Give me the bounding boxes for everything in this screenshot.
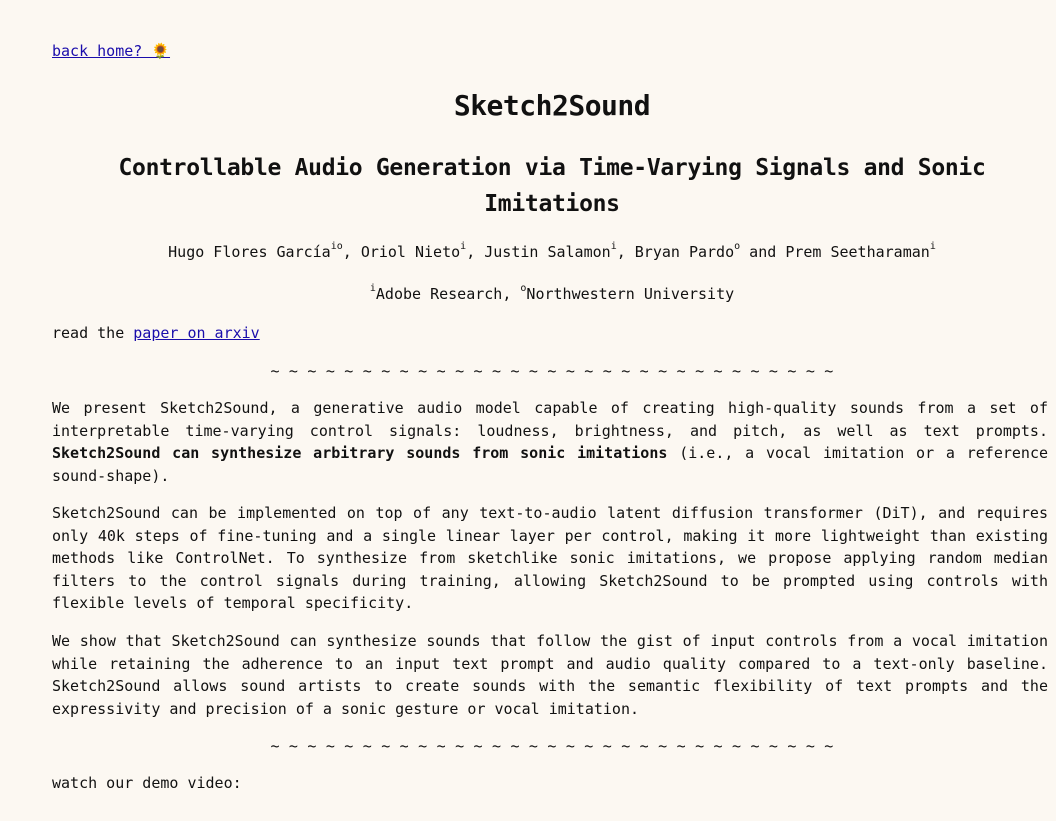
author-name: Prem Seetharaman xyxy=(785,243,930,261)
author-affiliation-mark: i xyxy=(460,241,467,252)
back-home-link[interactable]: back home? 🌻 xyxy=(52,42,171,60)
author-separator: and xyxy=(740,243,786,261)
affiliation-mark: o xyxy=(520,283,527,294)
demo-video-label: watch our demo video: xyxy=(52,774,242,792)
abstract-p1-text: We present Sketch2Sound, a generative audio model capable of creating high-quality sounds from a set of interpretable time-varying control signals: loudness, brightness, and pitch, as well as text prompts. xyxy=(52,399,1048,440)
abstract-p1-tail: (i.e., a vocal imitation or a reference sound-shape). xyxy=(52,444,1049,485)
arxiv-paper-link[interactable]: paper on arxiv xyxy=(133,324,260,342)
author-name: Justin Salamon xyxy=(484,243,611,261)
author-affiliation-mark: i xyxy=(929,241,936,252)
author-affiliation-mark: i xyxy=(610,241,617,252)
tilde-divider: ~ ~ ~ ~ ~ ~ ~ ~ ~ ~ ~ ~ ~ ~ ~ ~ ~ ~ ~ ~ ~ ~ ~ ~ ~ ~ ~ ~ ~ ~ ~ xyxy=(270,362,834,380)
author-separator: , xyxy=(466,243,485,261)
abstract-p1-bold: Sketch2Sound can synthesize arbitrary sounds from sonic imitations xyxy=(52,444,668,462)
author-list xyxy=(52,240,1052,264)
affiliation-name: Adobe Research xyxy=(375,285,503,303)
author-affiliation-mark: o xyxy=(734,241,741,252)
author-separator: , xyxy=(342,243,361,261)
author-name: Bryan Pardo xyxy=(634,243,735,261)
abstract-paragraph-3: We show that Sketch2Sound can synthesize sounds that follow the gist of input controls from a vocal imitation while retaining the adherence to an input text prompt and audio quality compared to a text-only baseline. Sketch2Sound allows sound artists to create sounds with the semantic flexibility of text prompts and the expressivity and precision of a sonic gesture or vocal imitation. xyxy=(52,632,1048,718)
author-separator: , xyxy=(616,243,635,261)
author-affiliation-mark: io xyxy=(330,241,343,252)
affiliation-separator: , xyxy=(502,285,521,303)
author-name: Oriol Nieto xyxy=(360,243,461,261)
author-name: Hugo Flores García xyxy=(168,243,331,261)
read-prefix: read the xyxy=(52,324,134,342)
abstract-paragraph-2: Sketch2Sound can be implemented on top of any text-to-audio latent diffusion transformer (DiT), and requires only 40k steps of fine-tuning and a single linear layer per control, making it more lightweight than existing methods like ControlNet. To synthesize from sketchlike sonic imitations, we propose applying random median filters to the control signals during training, allowing Sketch2Sound to be prompted using controls with flexible levels of temporal specificity. xyxy=(52,504,1048,612)
page-subtitle: Controllable Audio Generation via Time-Varying Signals and Sonic Imitations xyxy=(118,155,986,217)
tilde-divider: ~ ~ ~ ~ ~ ~ ~ ~ ~ ~ ~ ~ ~ ~ ~ ~ ~ ~ ~ ~ ~ ~ ~ ~ ~ ~ ~ ~ ~ ~ ~ xyxy=(270,737,834,755)
affiliation-name: Northwestern University xyxy=(526,285,735,303)
abstract-paragraph-1 xyxy=(52,397,1048,487)
affiliation-list xyxy=(52,282,1052,306)
read-paper-line xyxy=(52,322,260,344)
affiliation-mark: i xyxy=(369,283,376,294)
page-title: Sketch2Sound xyxy=(453,89,651,122)
